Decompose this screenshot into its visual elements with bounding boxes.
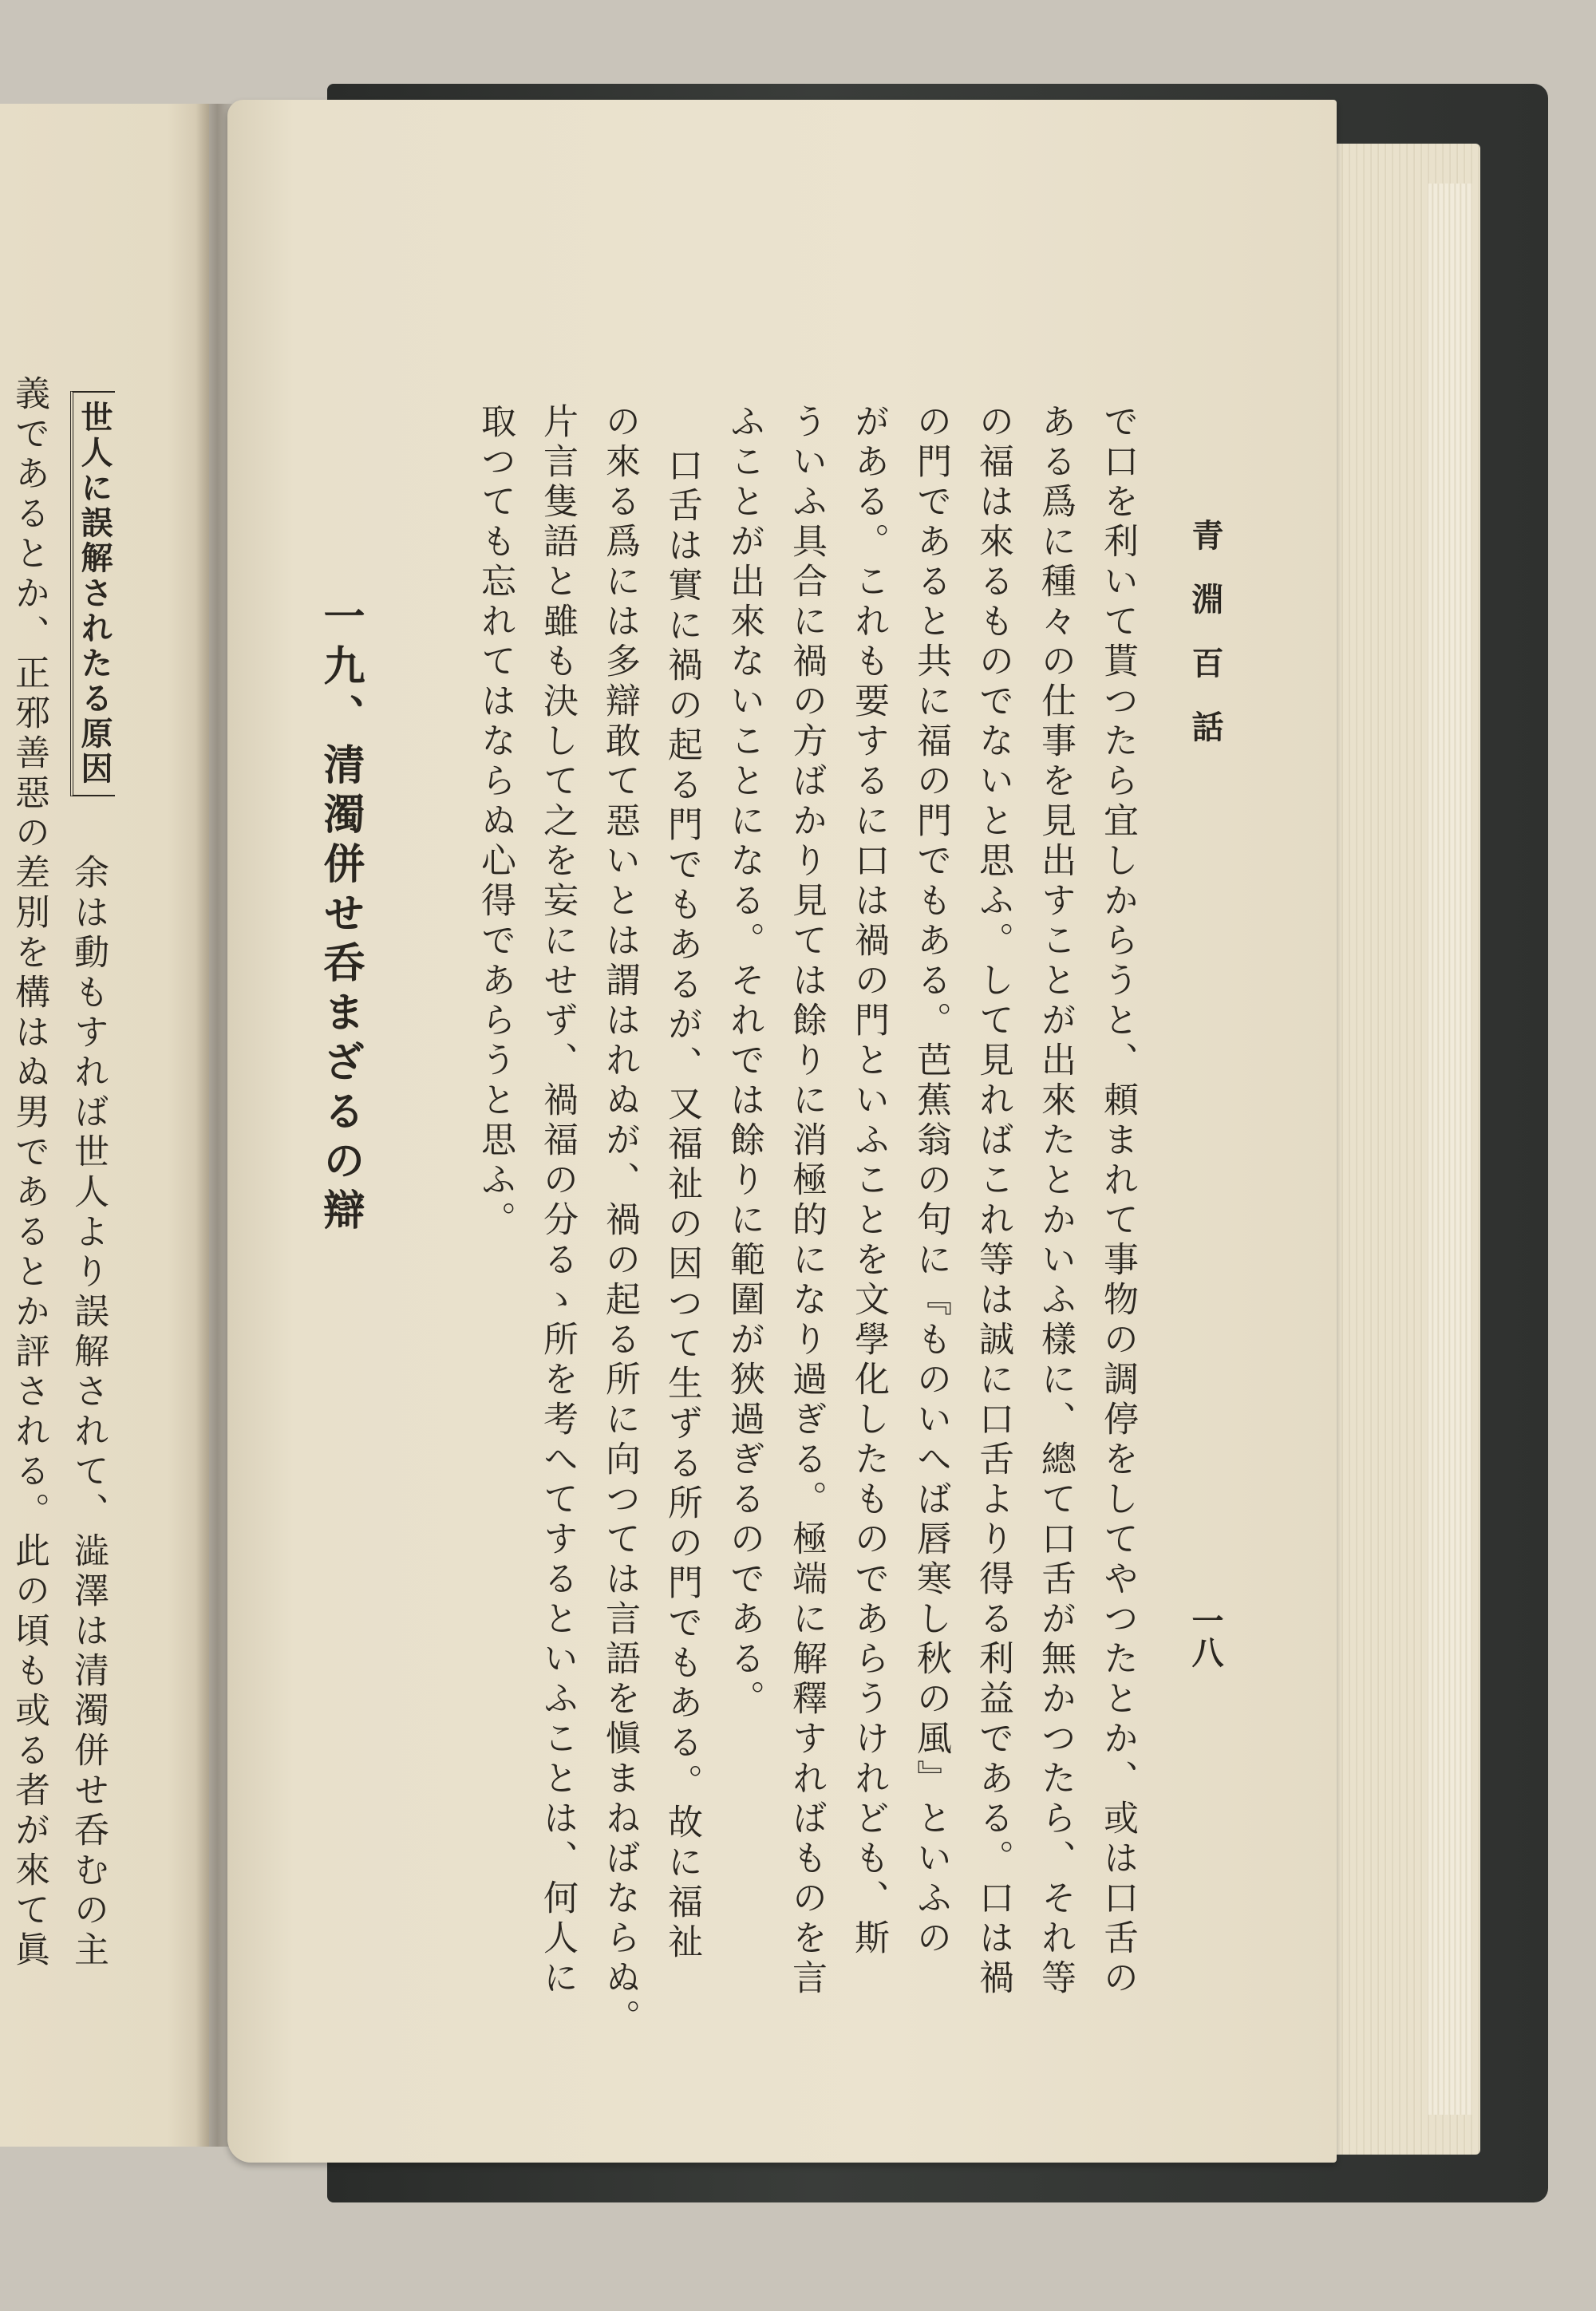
body-line-10: 片言隻語と雖も決して之を妄にせず、禍福の分るゝ所を考へてするといふことは、何人に — [537, 403, 578, 1999]
right-page — [227, 100, 1337, 2163]
body-line-4: の門であると共に福の門でもある。芭蕉翁の句に『ものいへば唇寒し秋の風』といふの — [911, 403, 951, 1959]
body-line-8: 口舌は實に禍の起る門でもあるが、又福祉の因つて生ずる所の門でもある。故に福祉 — [662, 447, 702, 1963]
body-line-9: の來る爲には多辯敢て惡いとは謂はれぬが、禍の起る所に向つては言語を愼まねばならぬ。 — [599, 403, 640, 2039]
left-page-heading: 世人に誤解されたる原因 — [70, 391, 115, 796]
body-line-7: ふことが出來ないことになる。それでは餘りに範圍が狹過ぎるのである。 — [724, 403, 764, 1720]
left-page-line-2: 義であるとか、正邪善惡の差別を構はぬ男であるとか評される。此の頃も或る者が來て眞 — [9, 375, 49, 1971]
section-title: 一九、清濁併せ呑まざるの辯 — [316, 595, 365, 1238]
left-page-line-1: 余は動もすれば世人より誤解されて、澁澤は清濁併せ呑むの主 — [68, 854, 109, 1971]
body-line-2: ある爲に種々の仕事を見出すことが出來たとかいふ樣に、總て口舌が無かつたら、それ等 — [1035, 403, 1076, 1999]
page-number: 一八 — [1187, 1604, 1224, 1668]
running-head: 青淵百話 — [1187, 519, 1224, 774]
body-line-1: で口を利いて貰つたら宜しからうと、頼まれて事物の調停をしてやつたとか、或は口舌の — [1097, 403, 1138, 1999]
body-line-6: ういふ具合に禍の方ばかり見ては餘りに消極的になり過ぎる。極端に解釋すればものを言 — [786, 403, 827, 1999]
body-line-5: がある。これも要するに口は禍の門といふことを文學化したものであらうけれども、斯 — [848, 403, 889, 1959]
body-line-11: 取つても忘れてはならぬ心得であらうと思ふ。 — [475, 403, 516, 1241]
body-line-3: の福は來るものでないと思ふ。して見ればこれ等は誠に口舌より得る利益である。口は禍 — [973, 403, 1013, 1999]
page-edges-inner — [1428, 184, 1472, 2115]
